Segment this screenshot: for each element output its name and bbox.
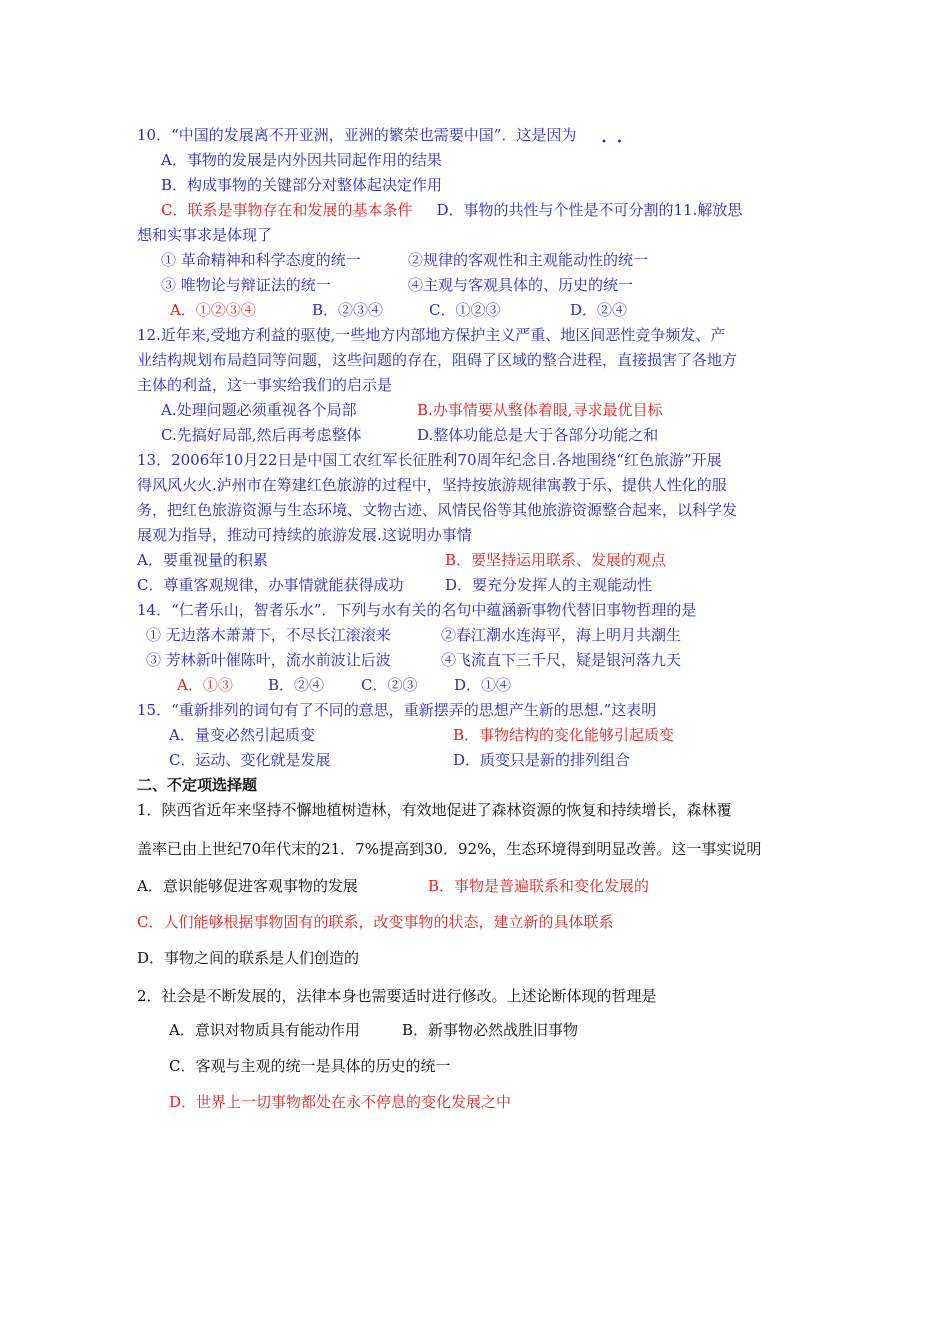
p1-option-a: A．意识能够促进客观事物的发展	[137, 877, 358, 895]
q12-stem-line2: 业结构规划布局趋同等问题，这些问题的存在，阻碍了区域的整合进程，直接损害了各地方	[137, 351, 738, 369]
q10-option-a: A．事物的发展是内外因共同起作用的结果	[161, 151, 442, 169]
q13-stem-line2: 得风风火火.泸州市在筹建红色旅游的过程中，坚持按旅游规律寓教于乐、提供人性化的服	[137, 476, 727, 494]
section-title: 二、不定项选择题	[137, 776, 258, 794]
q10-option-c: C．联系是事物存在和发展的基本条件	[161, 201, 413, 219]
q12-stem-line3: 主体的利益，这一事实给我们的启示是	[137, 376, 393, 394]
q11-stem-start: 11.解放思	[673, 201, 743, 219]
q14-item-2: ②春江潮水连海平，海上明月共潮生	[441, 626, 682, 644]
p2-stem: 2．社会是不断发展的，法律本身也需要适时进行修改。上述论断体现的哲理是	[137, 987, 657, 1005]
q13-option-b: B．要坚持运用联系、发展的观点	[445, 551, 667, 569]
p1-stem-line2: 盖率已由上世纪70年代末的21．7%提高到30．92%，生态环境得到明显改善。这一事实说明	[137, 840, 762, 858]
q15-option-a: A．量变必然引起质变	[169, 726, 315, 744]
q12-stem-line1: 12.近年来,受地方利益的驱使,一些地方内部地方保护主义严重、地区间恶性竞争频发、产	[137, 326, 726, 344]
q11-item-3: ③ 唯物论与辩证法的统一	[161, 276, 331, 294]
p2-option-c: C．客观与主观的统一是具体的历史的统一	[169, 1057, 451, 1075]
p2-option-a: A．意识对物质具有能动作用	[169, 1021, 360, 1039]
q13-option-c: C．尊重客观规律，办事情就能获得成功	[137, 576, 404, 594]
q14-stem: 14．“仁者乐山，智者乐水”．下列与水有关的名句中蕴涵新事物代替旧事物哲理的是	[137, 601, 697, 619]
q10-q11-line	[161, 199, 742, 221]
q15-stem: 15．“重新排列的词句有了不同的意思，重新摆弄的思想产生新的思想.”这表明	[137, 701, 657, 719]
q11-item-1: ① 革命精神和科学态度的统一	[161, 251, 361, 269]
q13-stem-line3: 务，把红色旅游资源与生态环境、文物古迹、风情民俗等其他旅游资源整合起来，以科学发	[137, 501, 738, 519]
q10-option-b: B．构成事物的关键部分对整体起决定作用	[161, 176, 443, 194]
q14-option-b: B．②④	[268, 676, 325, 694]
q14-item-4: ④飞流直下三千尺，疑是银河落九天	[441, 651, 682, 669]
q11-option-c: C．①②③	[429, 301, 501, 319]
q11-stem-end: 想和实事求是体现了	[137, 226, 273, 244]
q13-option-d: D．要充分发挥人的主观能动性	[445, 576, 653, 594]
q13-stem-line1: 13．2006年10月22日是中国工农红军长征胜利70周年纪念日.各地围绕“红色旅游”开展	[137, 451, 722, 469]
q15-option-c: C．运动、变化就是发展	[169, 751, 331, 769]
q11-item-2: ②规律的客观性和主观能动性的统一	[408, 251, 649, 269]
q14-option-c: C．②③	[361, 676, 418, 694]
q12-option-c: C.先搞好局部,然后再考虑整体	[161, 426, 362, 444]
q12-option-b: B.办事情要从整体着眼,寻求最优目标	[417, 401, 663, 419]
p1-option-d: D．事物之间的联系是人们创造的	[137, 949, 360, 967]
q14-item-1: ① 无边落木萧萧下，不尽长江滚滚来	[146, 626, 391, 644]
q11-item-4: ④主观与客观具体的、历史的统一	[408, 276, 634, 294]
q11-option-d: D．②④	[570, 301, 628, 319]
p1-stem-line1: 1．陕西省近年来坚持不懈地植树造林，有效地促进了森林资源的恢复和持续增长，森林覆	[137, 801, 732, 819]
q14-item-3: ③ 芳林新叶催陈叶，流水前波让后波	[146, 651, 391, 669]
p1-option-b: B．事物是普遍联系和变化发展的	[428, 877, 650, 895]
q11-option-a: A．①②③④	[170, 301, 256, 319]
q14-option-d: D．①④	[454, 676, 512, 694]
q12-option-a: A.处理问题必须重视各个局部	[161, 401, 357, 419]
q11-option-b: B．②③④	[312, 301, 384, 319]
q10-option-d: D．事物的共性与个性是不可分割的	[436, 201, 674, 219]
emphasis-dots: • •	[601, 137, 623, 148]
p1-option-c: C．人们能够根据事物固有的联系，改变事物的状态，建立新的具体联系	[137, 913, 614, 931]
q13-stem-line4: 展观为指导，推动可持续的旅游发展.这说明办事情	[137, 526, 472, 544]
q15-option-d: D．质变只是新的排列组合	[453, 751, 631, 769]
p2-option-b: B．新事物必然战胜旧事物	[402, 1021, 579, 1039]
q10-stem: 10．“中国的发展离不开亚洲，亚洲的繁荣也需要中国”．这是因为	[137, 126, 577, 144]
p2-option-d: D．世界上一切事物都处在永不停息的变化发展之中	[169, 1093, 512, 1111]
q13-option-a: A．要重视量的积累	[137, 551, 268, 569]
q12-option-d: D.整体功能总是大于各部分功能之和	[417, 426, 659, 444]
q15-option-b: B．事物结构的变化能够引起质变	[453, 726, 675, 744]
q14-option-a: A．①③	[177, 676, 233, 694]
